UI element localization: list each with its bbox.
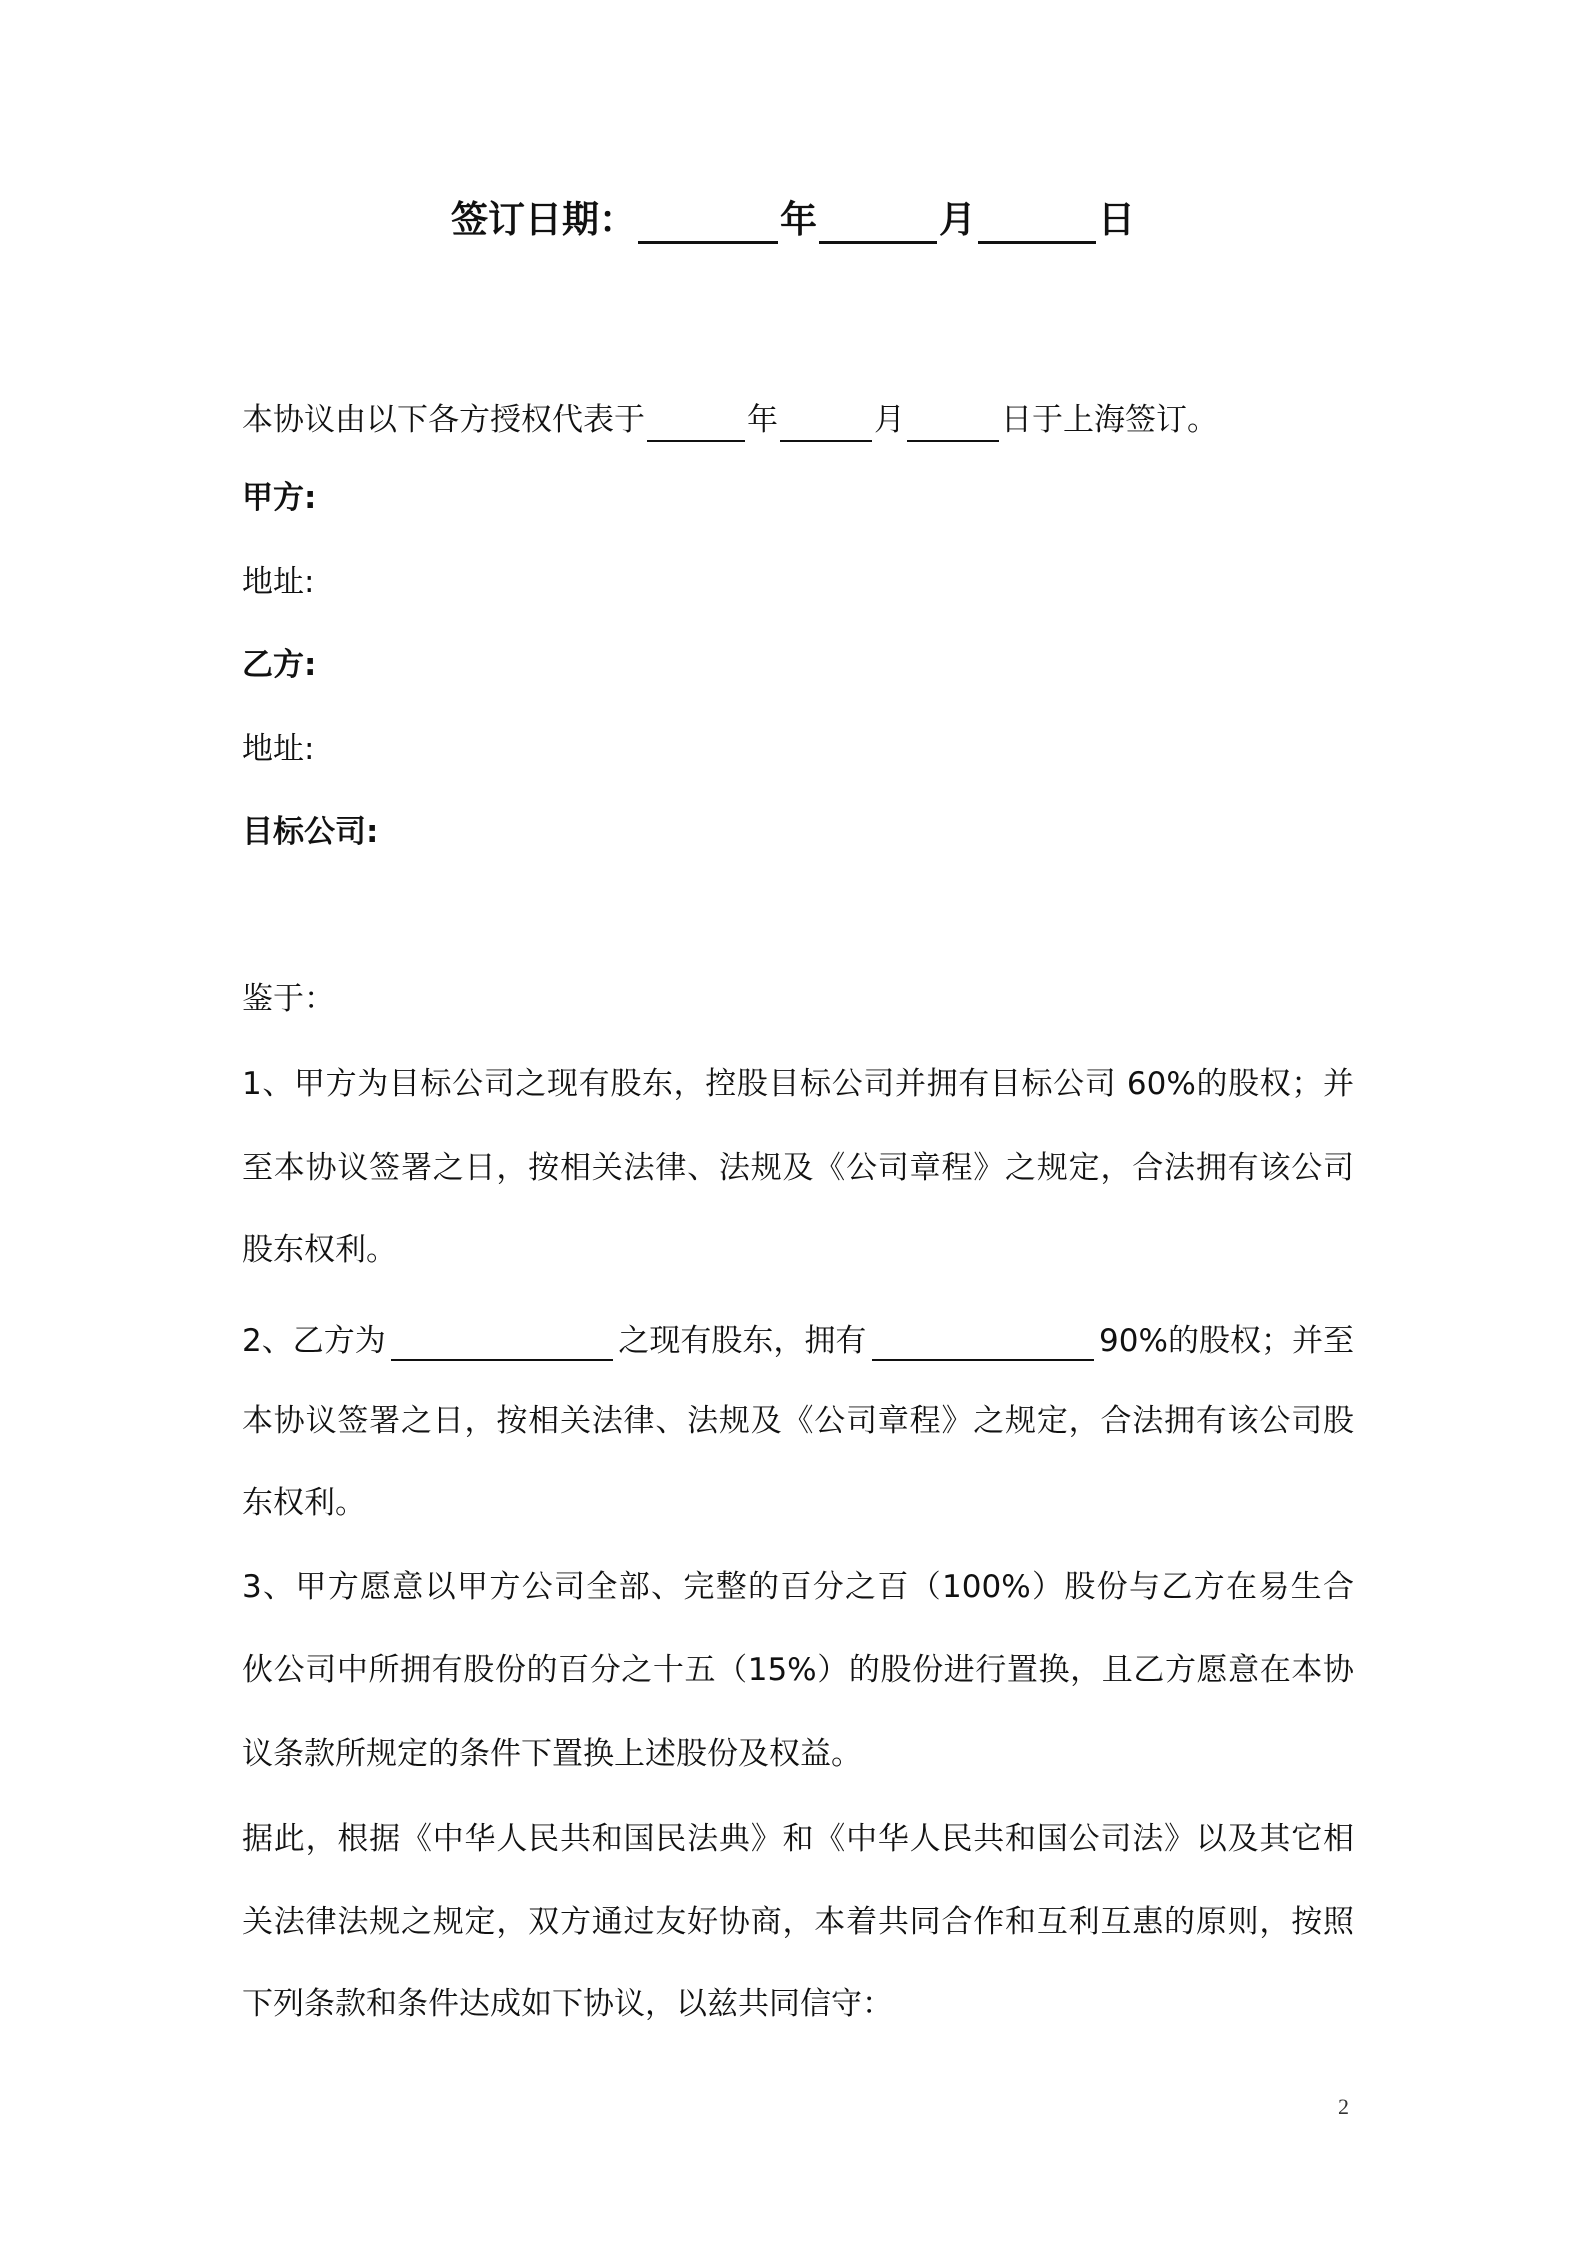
party-a-label: 甲方: bbox=[242, 480, 317, 516]
clause2-line: 东权利。 bbox=[242, 1485, 366, 1521]
intro-line bbox=[242, 398, 1354, 442]
intro-month: 月 bbox=[874, 402, 905, 438]
target-company-label: 目标公司: bbox=[242, 814, 379, 850]
intro-year-blank bbox=[647, 406, 745, 442]
accordingly-line: 据此，根据《中华人民共和国民法典》和《中华人民共和国公司法》以及其它相 bbox=[242, 1821, 1354, 1857]
clause2-part-a: 2、乙方为 bbox=[242, 1323, 386, 1359]
signing-date-title bbox=[0, 196, 1586, 244]
clause1-line: 至本协议签署之日，按相关法律、法规及《公司章程》之规定，合法拥有该公司 bbox=[242, 1150, 1354, 1186]
year-blank bbox=[638, 201, 778, 244]
clause2-part-b: 之现有股东，拥有 bbox=[618, 1323, 867, 1359]
page-number: 2 bbox=[1338, 2094, 1349, 2119]
title-label: 签订日期： bbox=[451, 198, 636, 241]
clause1-line: 股东权利。 bbox=[242, 1232, 397, 1268]
clause2-company-blank bbox=[391, 1319, 613, 1361]
intro-month-blank bbox=[780, 406, 872, 442]
clause2-line bbox=[242, 1319, 1354, 1363]
clause3-line: 议条款所规定的条件下置换上述股份及权益。 bbox=[242, 1736, 862, 1772]
accordingly-line: 下列条款和条件达成如下协议，以兹共同信守： bbox=[242, 1986, 893, 2022]
clause3-line: 伙公司中所拥有股份的百分之十五（15%）的股份进行置换，且乙方愿意在本协 bbox=[242, 1652, 1354, 1688]
year-label: 年 bbox=[780, 198, 817, 241]
party-b-label: 乙方: bbox=[242, 647, 317, 683]
clause2-line: 本协议签署之日，按相关法律、法规及《公司章程》之规定，合法拥有该公司股 bbox=[242, 1403, 1354, 1439]
party-a-address-label: 地址: bbox=[242, 564, 315, 600]
intro-year: 年 bbox=[747, 402, 778, 438]
clause1-line: 1、甲方为目标公司之现有股东，控股目标公司并拥有目标公司 60%的股权；并 bbox=[242, 1066, 1354, 1102]
month-blank bbox=[819, 201, 937, 244]
party-b-address-label: 地址: bbox=[242, 731, 315, 767]
day-blank bbox=[978, 201, 1096, 244]
clause2-part-c: 90%的股权；并至 bbox=[1099, 1323, 1354, 1359]
month-label: 月 bbox=[939, 198, 976, 241]
clause3-line: 3、甲方愿意以甲方公司全部、完整的百分之百（100%）股份与乙方在易生合 bbox=[242, 1569, 1354, 1605]
accordingly-line: 关法律法规之规定，双方通过友好协商，本着共同合作和互利互惠的原则，按照 bbox=[242, 1904, 1354, 1940]
intro-day-blank bbox=[907, 406, 999, 442]
intro-suffix: 日于上海签订。 bbox=[1001, 402, 1218, 438]
intro-prefix: 本协议由以下各方授权代表于 bbox=[242, 402, 645, 438]
whereas-heading: 鉴于： bbox=[242, 981, 335, 1017]
day-label: 日 bbox=[1098, 198, 1135, 241]
clause2-shares-blank bbox=[872, 1319, 1094, 1361]
